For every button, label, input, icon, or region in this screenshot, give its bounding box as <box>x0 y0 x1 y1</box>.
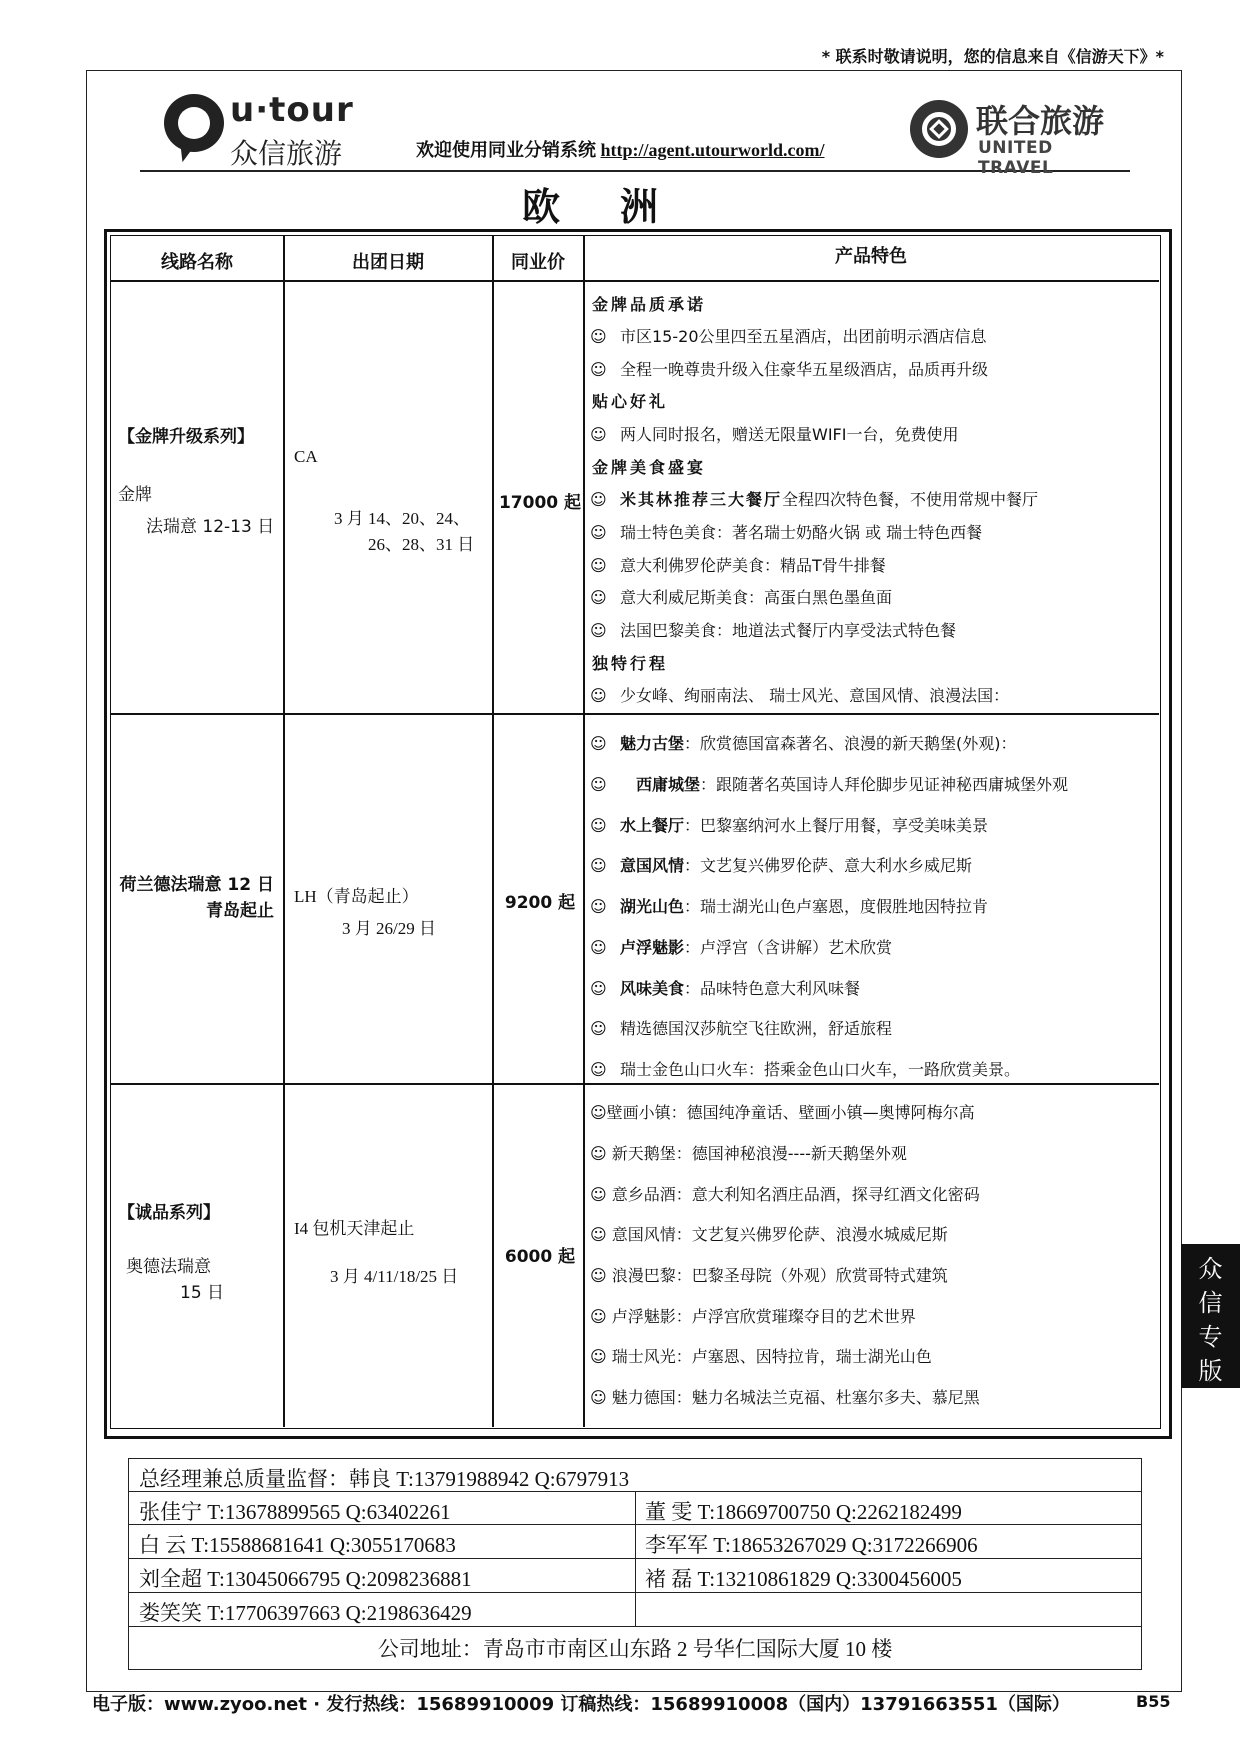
smiley-icon: ☺ <box>590 938 607 957</box>
header-route-name: 线路名称 <box>161 252 233 273</box>
smiley-icon: ☺ <box>590 621 607 640</box>
row2-date-line2: 3 月 26/29 日 <box>342 919 436 938</box>
contact-box <box>128 1458 1142 1670</box>
row3-price: 6000 起 <box>504 1247 576 1267</box>
united-travel-logo-en: UNITED TRAVEL <box>978 138 1054 178</box>
side-tab: 众 信 专 版 <box>1181 1244 1240 1388</box>
row1-series: 【金牌升级系列】 <box>118 427 254 447</box>
contact-person: 董 雯 T:18669700750 Q:2262182499 <box>645 1500 962 1524</box>
manager-contact: 总经理兼总质量监督：韩良 T:13791988942 Q:6797913 <box>139 1467 630 1491</box>
row3-feature: ☺ 意国风情：文艺复兴佛罗伦萨、浪漫水城威尼斯 <box>590 1225 948 1244</box>
contact-person: 褚 磊 T:13210861829 Q:3300456005 <box>645 1567 962 1591</box>
smiley-icon: ☺ <box>590 588 607 607</box>
united-travel-logo-cn: 联合旅游 <box>976 102 1105 140</box>
smiley-icon: ☺ <box>590 979 607 998</box>
contact-person: 李军军 T:18653267029 Q:3172266906 <box>645 1533 978 1557</box>
row1-name-line1: 金牌 <box>118 485 152 505</box>
page-number: B55 <box>1136 1692 1171 1711</box>
row2-feature: ☺ 西庸城堡：跟随著名英国诗人拜伦脚步见证神秘西庸城堡外观 <box>590 775 1069 794</box>
contact-person: 白 云 T:15588681641 Q:3055170683 <box>139 1533 456 1557</box>
smiley-icon: ☺ <box>590 490 607 509</box>
header-departure-date: 出团日期 <box>352 252 424 273</box>
row2-feature: ☺ 卢浮魅影：卢浮宫（含讲解）艺术欣赏 <box>590 938 893 957</box>
row-divider <box>110 280 1159 282</box>
row1-date-line3: 26、28、31 日 <box>368 535 475 554</box>
smiley-icon: ☺ <box>590 523 607 542</box>
row2-feature: ☺ 瑞士金色山口火车：搭乘金色山口火车，一路欣赏美景。 <box>590 1060 1021 1079</box>
smiley-icon: ☺ <box>590 360 607 379</box>
smiley-icon: ☺ <box>590 425 607 444</box>
row1-feature: ☺ 瑞士特色美食：著名瑞士奶酪火锅 或 瑞士特色西餐 <box>590 523 983 542</box>
row2-feature: ☺ 湖光山色：瑞士湖光山色卢塞恩，度假胜地因特拉肯 <box>590 897 989 916</box>
welcome-text: 欢迎使用同业分销系统 http://agent.utourworld.com/ <box>416 140 825 160</box>
row3-feature: ☺ 新天鹅堡：德国神秘浪漫----新天鹅堡外观 <box>590 1144 907 1163</box>
smiley-icon: ☺ <box>590 734 607 753</box>
row-divider <box>110 1083 1159 1085</box>
row1-price: 17000 起 <box>498 493 582 513</box>
row1-section-title: 独特行程 <box>592 654 669 673</box>
row2-feature: ☺ 水上餐厅：巴黎塞纳河水上餐厅用餐，享受美味美景 <box>590 816 989 835</box>
row2-feature: ☺ 风味美食：品味特色意大利风味餐 <box>590 979 861 998</box>
smiley-icon: ☺ <box>590 897 607 916</box>
row1-feature: ☺ 两人同时报名，赠送无限量WIFI一台，免费使用 <box>590 425 959 444</box>
row1-feature: ☺ 少女峰、绚丽南法、 瑞士风光、意国风情、浪漫法国： <box>590 686 1010 705</box>
row3-feature: ☺ 浪漫巴黎：巴黎圣母院（外观）欣赏哥特式建筑 <box>590 1266 948 1285</box>
row3-series: 【诚品系列】 <box>118 1203 220 1223</box>
row3-feature: ☺ 卢浮魅影：卢浮宫欣赏璀璨夺目的艺术世界 <box>590 1307 916 1326</box>
row3-date-line2: 3 月 4/11/18/25 日 <box>330 1267 459 1286</box>
footer-hotlines: 电子版：www.zyoo.net · 发行热线：15689910009 订稿热线：15689910008（国内）13791663551（国际） <box>92 1694 1070 1715</box>
row2-price: 9200 起 <box>504 893 576 913</box>
row-divider <box>110 713 1159 715</box>
row1-feature: ☺ 市区15-20公里四至五星酒店，出团前明示酒店信息 <box>590 327 987 346</box>
smiley-icon: ☺ <box>590 1060 607 1079</box>
utour-logo-cn: 众信旅游 <box>230 137 343 170</box>
row1-section-title: 金牌品质承诺 <box>592 295 707 314</box>
row1-feature: ☺ 全程一晚尊贵升级入住豪华五星级酒店，品质再升级 <box>590 360 989 379</box>
contact-person: 张佳宁 T:13678899565 Q:63402261 <box>139 1500 451 1524</box>
row2-name-line1: 荷兰德法瑞意 12 日 <box>119 875 274 895</box>
row3-feature: ☺壁画小镇：德国纯净童话、壁画小镇—奥博阿梅尔高 <box>590 1103 975 1122</box>
agent-link[interactable]: http://agent.utourworld.com/ <box>600 140 825 160</box>
row2-feature: ☺ 意国风情：文艺复兴佛罗伦萨、意大利水乡威尼斯 <box>590 856 973 875</box>
row2-feature: ☺ 精选德国汉莎航空飞往欧洲，舒适旅程 <box>590 1019 893 1038</box>
row1-section-title: 贴心好礼 <box>592 392 669 411</box>
header-features: 产品特色 <box>835 246 907 267</box>
united-travel-logo <box>910 96 1130 178</box>
row1-date-line2: 3 月 14、20、24、 <box>334 509 470 528</box>
contact-person: 刘全超 T:13045066795 Q:2098236881 <box>139 1567 472 1591</box>
smiley-icon: ☺ <box>590 1019 607 1038</box>
row3-feature: ☺ 意乡品酒：意大利知名酒庄品酒，探寻红酒文化密码 <box>590 1185 980 1204</box>
united-travel-emblem-icon <box>910 100 968 158</box>
row1-date-line1: CA <box>294 447 318 466</box>
smiley-icon: ☺ <box>590 556 607 575</box>
row1-feature: ☺ 法国巴黎美食：地道法式餐厅内享受法式特色餐 <box>590 621 957 640</box>
smiley-icon: ☺ <box>590 856 607 875</box>
row1-feature: ☺ 米其林推荐三大餐厅全程四次特色餐，不使用常规中餐厅 <box>590 490 1039 509</box>
company-address: 公司地址：青岛市市南区山东路 2 号华仁国际大厦 10 楼 <box>377 1637 893 1661</box>
contact-person: 娄笑笑 T:17706397663 Q:2198636429 <box>139 1601 472 1625</box>
row1-name-line2: 法瑞意 12-13 日 <box>146 517 275 537</box>
smiley-icon: ☺ <box>590 327 607 346</box>
header <box>140 82 1130 178</box>
header-trade-price: 同业价 <box>511 252 565 273</box>
row2-feature: ☺ 魅力古堡：欣赏德国富森著名、浪漫的新天鹅堡(外观)： <box>590 734 1017 753</box>
smiley-icon: ☺ <box>590 775 607 794</box>
col-divider <box>492 235 494 1427</box>
row1-feature: ☺ 意大利威尼斯美食：高蛋白黑色墨鱼面 <box>590 588 893 607</box>
row3-date-line1: I4 包机天津起止 <box>294 1219 415 1238</box>
speech-bubble-icon <box>164 94 224 152</box>
row2-date-line1: LH（青岛起止） <box>294 887 419 906</box>
row3-name-line2: 15 日 <box>180 1283 225 1303</box>
row3-feature: ☺ 瑞士风光：卢塞恩、因特拉肯，瑞士湖光山色 <box>590 1347 932 1366</box>
top-note: * 联系时敬请说明，您的信息来自《信游天下》* <box>821 47 1164 66</box>
row2-name-line2: 青岛起止 <box>206 901 274 921</box>
smiley-icon: ☺ <box>590 816 607 835</box>
row3-feature: ☺ 魅力德国：魅力名城法兰克福、杜塞尔多夫、慕尼黑 <box>590 1388 980 1407</box>
page-title: 欧洲 <box>521 185 718 229</box>
utour-logo-en: u·tour <box>230 90 354 130</box>
smiley-icon: ☺ <box>590 686 607 705</box>
row1-feature: ☺ 意大利佛罗伦萨美食：精品T骨牛排餐 <box>590 556 886 575</box>
row3-name-line1: 奥德法瑞意 <box>126 1257 211 1277</box>
col-divider <box>283 235 285 1427</box>
row1-section-title: 金牌美食盛宴 <box>592 458 707 477</box>
